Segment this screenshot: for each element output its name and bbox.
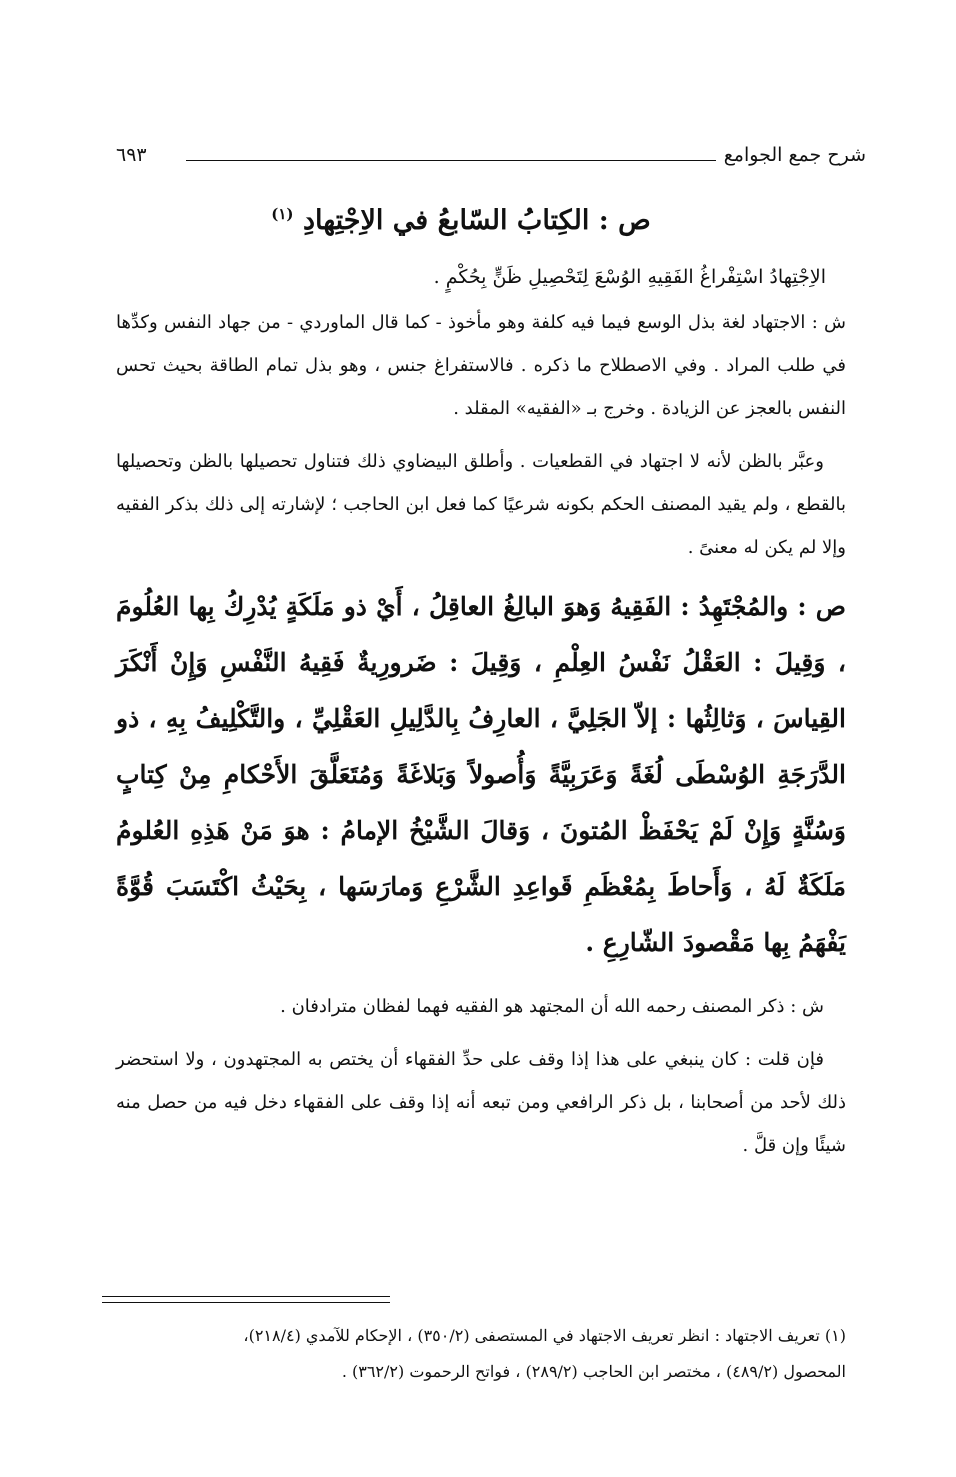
footnotes: [116, 1318, 846, 1390]
footnote-line-1: (١) تعريف الاجتهاد : انظر تعريف الاجتهاد في المستصفى (٣٥٠/٢) ، الإحكام للآمدي (٢١٨/٤)،: [243, 1326, 846, 1345]
matn-paragraph: ص : والمُجْتَهِدُ : الفَقِيهُ وَهوَ البالِغُ العاقِلُ ، أَيْ ذو مَلَكَةٍ يُدْرِكُ بِها العُلُومَ ، وَقِيلَ : العَقْلُ نَفْسُ العِلْمِ ، وَقِيلَ : ضَرورِيةٌ فَقِيهُ النَّفْسِ وَإِنْ أَنْكَرَ القِياسَ ، وَثالِثُها : إلاّ الجَلِيَّ ، العارِفُ بِالدَّلِيلِ العَقْلِيِّ ، والتَّكْلِيفُ بِهِ ، ذو الدَّرَجَةِ الوُسْطَى لُغَةً وَعَرَبِيَّةً وَأُصولاً وَبَلاغَةً وَمُتَعَلَّقَ الأَحْكامِ مِنْ كِتابٍ وَسُنَّةٍ وَإِنْ لَمْ يَحْفَظْ المُتونَ ، وَقالَ الشَّيْخُ الإمامُ : هوَ مَنْ هَذِهِ العُلومُ مَلَكَةٌ لَهُ ، وَأَحاطَ بِمُعْظَمِ قَواعِدِ الشَّرْعِ وَمارَسَها ، بِحَيْثُ اكْتَسَبَ قُوَّةً يَفْهَمُ بِها مَقْصودَ الشّارِعِ .: [116, 592, 846, 957]
footnote-separator: [102, 1296, 390, 1297]
footnote-ref: (١): [271, 205, 294, 223]
commentary-paragraph-2: وعبَّر بالظن لأنه لا اجتهاد في القطعيات . وأطلق البيضاوي ذلك فتناول تحصيلها بالظن وتحصيلها بالقطع ، ولم يقيد المصنف الحكم بكونه شرعيًا كما فعل ابن الحاجب ؛ لإشارته إلى ذلك بذكر الفقيه وإلا لم يكن له معنىً .: [116, 451, 846, 558]
definition-line: الاِجْتِهادُ اسْتِفْراغُ الفَقِيهِ الوُسْعَ لِتَحْصِيلِ ظَنٍّ بِحُكْمٍ .: [433, 266, 826, 288]
footnote-line-2: المحصول (٤٨٩/٢) ، مختصر ابن الحاجب (٢٨٩/٢) ، فواتح الرحموت (٣٦٢/٢) .: [341, 1362, 846, 1381]
page-number: ٦٩٣: [116, 144, 147, 166]
header-rule: [186, 160, 716, 161]
commentary-paragraph-3: ش : ذكر المصنف رحمه الله أن المجتهد هو الفقيه فهما لفظان مترادفان .: [280, 996, 824, 1017]
section-heading: [116, 192, 846, 243]
main-text: [116, 192, 846, 1177]
commentary-paragraph-4: فإن قلت : كان ينبغي على هذا إذا وقف على حدِّ الفقهاء أن يختص به المجتهدون ، ولا استحضر ذلك لأحد من أصحابنا ، بل ذكر الرافعي ومن تبعه أنه إذا وقف على الفقهاء دخل فيه من حصل منه شيئًا وإن قلَّ .: [116, 1049, 846, 1156]
commentary-paragraph-1: ش : الاجتهاد لغة بذل الوسع فيما فيه كلفة وهو مأخوذ - كما قال الماوردي - من جهاد النفس وكدِّها في طلب المراد . وفي الاصطلاح ما ذكره . فالاستفراغ جنس ، وهو بذل تمام الطاقة بحيث تحس النفس بالعجز عن الزيادة . وخرج بـ «الفقيه» المقلد .: [116, 312, 846, 419]
running-title: شرح جمع الجوامع: [723, 144, 866, 166]
heading-text: ص : الكِتابُ السّابعُ في الاِجْتِهادِ: [302, 205, 651, 236]
footnote-separator-double: [102, 1302, 390, 1303]
page-header: [116, 144, 866, 174]
